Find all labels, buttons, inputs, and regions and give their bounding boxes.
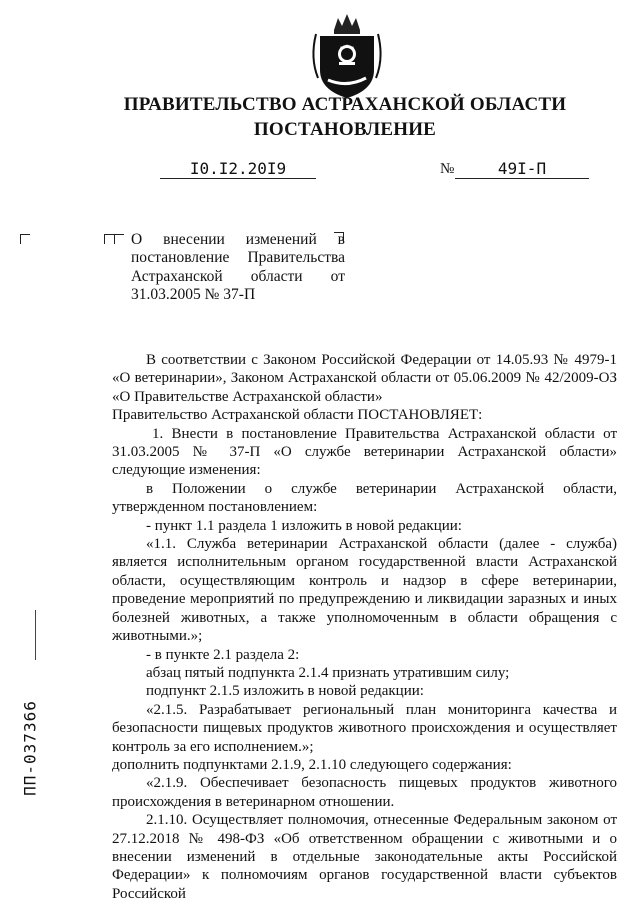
corner-mark <box>104 234 114 244</box>
margin-line <box>35 610 36 660</box>
paragraph: 1. Внести в постановление Правительства Астраханской области от 31.03.2005 № 37-П «О службе ветеринарии Астраханской области» следующие изменения: <box>112 425 617 479</box>
document-date: I0.I2.20I9 <box>160 159 316 179</box>
corner-mark <box>114 234 124 244</box>
government-title: ПРАВИТЕЛЬСТВО АСТРАХАНСКОЙ ОБЛАСТИ <box>123 94 567 115</box>
document-type: ПОСТАНОВЛЕНИЕ <box>253 119 437 140</box>
side-serial-code: ПП-037366 <box>20 700 40 796</box>
paragraph: «2.1.5. Разрабатывает региональный план мониторинга качества и безопасности пищевых продуктов животного происхождения и осуществляет контроль за его исполнением.»; <box>112 701 617 755</box>
paragraph: - в пункте 2.1 раздела 2: <box>146 646 300 663</box>
paragraph: подпункт 2.1.5 изложить в новой редакции: <box>146 683 424 700</box>
document-number: 49I-П <box>455 159 589 179</box>
paragraph: дополнить подпунктами 2.1.9, 2.1.10 следующего содержания: <box>112 756 512 773</box>
document-subject: О внесении изменений в постановление Правительства Астраханской области от 31.03.2005 № 37-П <box>131 231 345 303</box>
paragraph: «2.1.9. Обеспечивает безопасность пищевых продуктов животного происхождения в ветеринарном отношении. <box>112 775 617 810</box>
paragraph: 2.1.10. Осуществляет полномочия, отнесенные Федеральным законом от 27.12.2018 № 498-ФЗ «Об ответственном обращении с животными и о внесении изменений в отдельные законодательные акты Российской Федерации» к полномочиям органов государственной власти субъектов Российской <box>112 812 617 902</box>
corner-mark <box>20 234 30 244</box>
coat-of-arms-icon <box>296 8 398 100</box>
paragraph: в Положении о службе ветеринарии Астраханской области, утвержденном постановлением: <box>112 480 617 516</box>
paragraph: «1.1. Служба ветеринарии Астраханской области (далее - служба) является исполнительным органом государственной власти Астраханской области, осуществляющим контроль и надзор в сфере ветеринарии, проведение мероприятий по предупреждению и ликвидации заразных и иных болезней животных, а также уполномоченным в области обращения с животными.»; <box>112 536 617 645</box>
document-body <box>112 351 617 903</box>
paragraph: - пункт 1.1 раздела 1 изложить в новой редакции: <box>146 517 462 534</box>
paragraph: абзац пятый подпункта 2.1.4 признать утратившим силу; <box>146 664 510 681</box>
number-label: № <box>440 161 455 177</box>
paragraph: В соответствии с Законом Российской Федерации от 14.05.93 № 4979-1 «О ветеринарии», Законом Астраханской области от 05.06.2009 № 42/2009-ОЗ «О Правительстве Астраханской области» <box>112 352 617 405</box>
paragraph: Правительство Астраханской области ПОСТАНОВЛЯЕТ: <box>112 407 483 424</box>
